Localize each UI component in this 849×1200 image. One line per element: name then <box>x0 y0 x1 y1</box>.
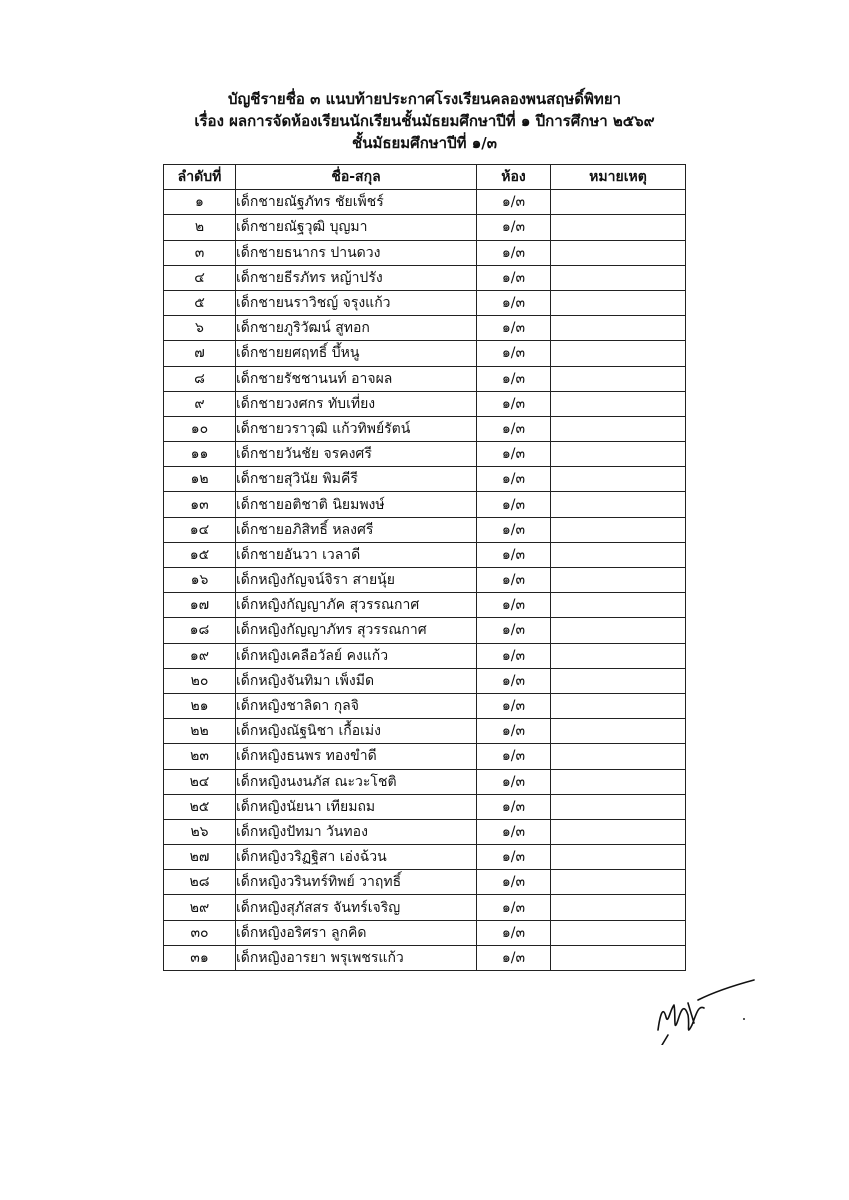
cell-name: เด็กชายธีรภัทร หญ้าปรัง <box>236 265 477 290</box>
cell-room: ๑/๓ <box>477 215 551 240</box>
cell-name: เด็กชายอติชาติ นิยมพงษ์ <box>236 492 477 517</box>
table-row <box>164 442 686 467</box>
table-row <box>164 265 686 290</box>
cell-note <box>551 240 686 265</box>
cell-name: เด็กหญิงกัญญาภัค สุวรรณกาศ <box>236 593 477 618</box>
table-row <box>164 542 686 567</box>
cell-order: ๑๕ <box>164 542 236 567</box>
table-row <box>164 819 686 844</box>
cell-note <box>551 215 686 240</box>
cell-order: ๑๐ <box>164 416 236 441</box>
cell-note <box>551 265 686 290</box>
table-row <box>164 618 686 643</box>
cell-order: ๑๖ <box>164 568 236 593</box>
cell-name: เด็กชายวันชัย จรคงศรี <box>236 442 477 467</box>
cell-room: ๑/๓ <box>477 945 551 970</box>
cell-note <box>551 668 686 693</box>
cell-order: ๒๑ <box>164 693 236 718</box>
cell-order: ๒๘ <box>164 870 236 895</box>
cell-room: ๑/๓ <box>477 744 551 769</box>
table-row <box>164 341 686 366</box>
cell-name: เด็กหญิงกัญญาภัทร สุวรรณกาศ <box>236 618 477 643</box>
cell-note <box>551 945 686 970</box>
cell-note <box>551 920 686 945</box>
table-row <box>164 593 686 618</box>
cell-note <box>551 366 686 391</box>
cell-room: ๑/๓ <box>477 845 551 870</box>
cell-name: เด็กหญิงนัยนา เทียมถม <box>236 794 477 819</box>
cell-order: ๖ <box>164 316 236 341</box>
cell-name: เด็กชายยศฤทธิ์ บึ้หนู <box>236 341 477 366</box>
cell-note <box>551 467 686 492</box>
cell-room: ๑/๓ <box>477 467 551 492</box>
cell-note <box>551 693 686 718</box>
cell-name: เด็กหญิงธนพร ทองขำดี <box>236 744 477 769</box>
cell-room: ๑/๓ <box>477 794 551 819</box>
header-line-1: บัญชีรายชื่อ ๓ แนบท้ายประกาศโรงเรียนคลองพนสฤษดิ์พิทยา <box>227 90 622 108</box>
cell-room: ๑/๓ <box>477 693 551 718</box>
cell-room: ๑/๓ <box>477 366 551 391</box>
cell-note <box>551 895 686 920</box>
column-header-room: ห้อง <box>477 165 551 190</box>
cell-order: ๒๙ <box>164 895 236 920</box>
cell-name: เด็กชายอภิสิทธิ์ หลงศรี <box>236 517 477 542</box>
table-row <box>164 870 686 895</box>
cell-name: เด็กหญิงอารยา พรุเพชรแก้ว <box>236 945 477 970</box>
column-header-note: หมายเหตุ <box>551 165 686 190</box>
document-header <box>0 88 849 154</box>
cell-room: ๑/๓ <box>477 240 551 265</box>
table-header-row <box>164 165 686 190</box>
header-line-3: ชั้นมัธยมศึกษาปีที่ ๑/๓ <box>352 134 497 152</box>
cell-order: ๗ <box>164 341 236 366</box>
table-row <box>164 492 686 517</box>
cell-order: ๘ <box>164 366 236 391</box>
cell-name: เด็กชายวราวุฒิ แก้วทิพย์รัตน์ <box>236 416 477 441</box>
cell-note <box>551 593 686 618</box>
cell-room: ๑/๓ <box>477 442 551 467</box>
column-header-order: ลำดับที่ <box>164 165 236 190</box>
cell-room: ๑/๓ <box>477 341 551 366</box>
table-row <box>164 568 686 593</box>
cell-name: เด็กหญิงณัฐนิชา เกื้อเม่ง <box>236 719 477 744</box>
cell-note <box>551 845 686 870</box>
cell-name: เด็กหญิงวริฏฐิสา เอ่งฉ้วน <box>236 845 477 870</box>
cell-name: เด็กชายณัฐภัทร ชัยเพ็ชร์ <box>236 190 477 215</box>
cell-room: ๑/๓ <box>477 870 551 895</box>
cell-name: เด็กชายภูริวัฒน์ สูทอก <box>236 316 477 341</box>
cell-note <box>551 794 686 819</box>
cell-name: เด็กหญิงกัญจน์จิรา สายนุ้ย <box>236 568 477 593</box>
table-body <box>164 190 686 971</box>
cell-name: เด็กชายวงศกร ทับเที่ยง <box>236 391 477 416</box>
cell-name: เด็กชายณัฐวุฒิ บุญมา <box>236 215 477 240</box>
table-row <box>164 240 686 265</box>
cell-name: เด็กหญิงจันทิมา เพ็งมีด <box>236 668 477 693</box>
cell-note <box>551 492 686 517</box>
cell-room: ๑/๓ <box>477 643 551 668</box>
cell-room: ๑/๓ <box>477 492 551 517</box>
cell-note <box>551 769 686 794</box>
cell-room: ๑/๓ <box>477 265 551 290</box>
cell-room: ๑/๓ <box>477 568 551 593</box>
cell-order: ๒๗ <box>164 845 236 870</box>
table-row <box>164 794 686 819</box>
table-row <box>164 845 686 870</box>
cell-name: เด็กชายสุวินัย พิมคีรี <box>236 467 477 492</box>
header-line-2: เรื่อง ผลการจัดห้องเรียนนักเรียนชั้นมัธยมศึกษาปีที่ ๑ ปีการศึกษา ๒๕๖๙ <box>194 112 655 130</box>
cell-order: ๒๔ <box>164 769 236 794</box>
cell-note <box>551 341 686 366</box>
cell-order: ๒๐ <box>164 668 236 693</box>
cell-order: ๕ <box>164 290 236 315</box>
cell-room: ๑/๓ <box>477 542 551 567</box>
cell-room: ๑/๓ <box>477 719 551 744</box>
cell-note <box>551 290 686 315</box>
cell-name: เด็กชายอันวา เวลาดี <box>236 542 477 567</box>
cell-note <box>551 190 686 215</box>
cell-order: ๑๘ <box>164 618 236 643</box>
cell-name: เด็กหญิงวรินทร์ทิพย์ วาฤทธิ์ <box>236 870 477 895</box>
cell-name: เด็กหญิงชาลิดา กุลจิ <box>236 693 477 718</box>
table-row <box>164 945 686 970</box>
cell-name: เด็กหญิงนงนภัส ณะวะโชติ <box>236 769 477 794</box>
cell-note <box>551 442 686 467</box>
cell-note <box>551 870 686 895</box>
cell-note <box>551 517 686 542</box>
cell-room: ๑/๓ <box>477 416 551 441</box>
cell-note <box>551 316 686 341</box>
cell-name: เด็กหญิงเคลือวัลย์ คงแก้ว <box>236 643 477 668</box>
signature-icon <box>648 975 758 1045</box>
cell-note <box>551 416 686 441</box>
table-row <box>164 895 686 920</box>
table-row <box>164 467 686 492</box>
table-row <box>164 316 686 341</box>
cell-room: ๑/๓ <box>477 668 551 693</box>
table-row <box>164 517 686 542</box>
cell-note <box>551 618 686 643</box>
cell-order: ๓ <box>164 240 236 265</box>
cell-room: ๑/๓ <box>477 819 551 844</box>
table-row <box>164 643 686 668</box>
cell-room: ๑/๓ <box>477 316 551 341</box>
cell-order: ๑๙ <box>164 643 236 668</box>
cell-order: ๒๒ <box>164 719 236 744</box>
column-header-name: ชื่อ-สกุล <box>236 165 477 190</box>
cell-name: เด็กหญิงปัทมา วันทอง <box>236 819 477 844</box>
table-row <box>164 920 686 945</box>
cell-room: ๑/๓ <box>477 618 551 643</box>
cell-note <box>551 568 686 593</box>
cell-order: ๑๑ <box>164 442 236 467</box>
cell-room: ๑/๓ <box>477 391 551 416</box>
cell-order: ๓๑ <box>164 945 236 970</box>
cell-order: ๑๓ <box>164 492 236 517</box>
cell-room: ๑/๓ <box>477 920 551 945</box>
cell-order: ๙ <box>164 391 236 416</box>
cell-note <box>551 391 686 416</box>
table-row <box>164 693 686 718</box>
cell-room: ๑/๓ <box>477 517 551 542</box>
cell-note <box>551 719 686 744</box>
cell-order: ๑ <box>164 190 236 215</box>
cell-order: ๓๐ <box>164 920 236 945</box>
cell-room: ๑/๓ <box>477 769 551 794</box>
table-row <box>164 744 686 769</box>
cell-note <box>551 819 686 844</box>
cell-order: ๒ <box>164 215 236 240</box>
cell-note <box>551 643 686 668</box>
table-row <box>164 719 686 744</box>
cell-name: เด็กชายนราวิชญ์ จรุงแก้ว <box>236 290 477 315</box>
student-roster-table <box>163 164 686 971</box>
cell-name: เด็กชายธนากร ปานดวง <box>236 240 477 265</box>
table-row <box>164 769 686 794</box>
table-row <box>164 416 686 441</box>
cell-room: ๑/๓ <box>477 290 551 315</box>
cell-room: ๑/๓ <box>477 895 551 920</box>
cell-order: ๑๗ <box>164 593 236 618</box>
table-row <box>164 391 686 416</box>
cell-name: เด็กหญิงสุภัสสร จันทร์เจริญ <box>236 895 477 920</box>
cell-note <box>551 542 686 567</box>
cell-room: ๑/๓ <box>477 593 551 618</box>
table-row <box>164 215 686 240</box>
cell-name: เด็กชายรัชชานนท์ อาจผล <box>236 366 477 391</box>
table-row <box>164 668 686 693</box>
table-row <box>164 190 686 215</box>
cell-order: ๑๒ <box>164 467 236 492</box>
table-row <box>164 290 686 315</box>
cell-order: ๒๖ <box>164 819 236 844</box>
cell-order: ๒๓ <box>164 744 236 769</box>
cell-order: ๒๕ <box>164 794 236 819</box>
cell-room: ๑/๓ <box>477 190 551 215</box>
cell-name: เด็กหญิงอริศรา ลูกคิด <box>236 920 477 945</box>
cell-order: ๔ <box>164 265 236 290</box>
cell-note <box>551 744 686 769</box>
table-row <box>164 366 686 391</box>
cell-order: ๑๔ <box>164 517 236 542</box>
